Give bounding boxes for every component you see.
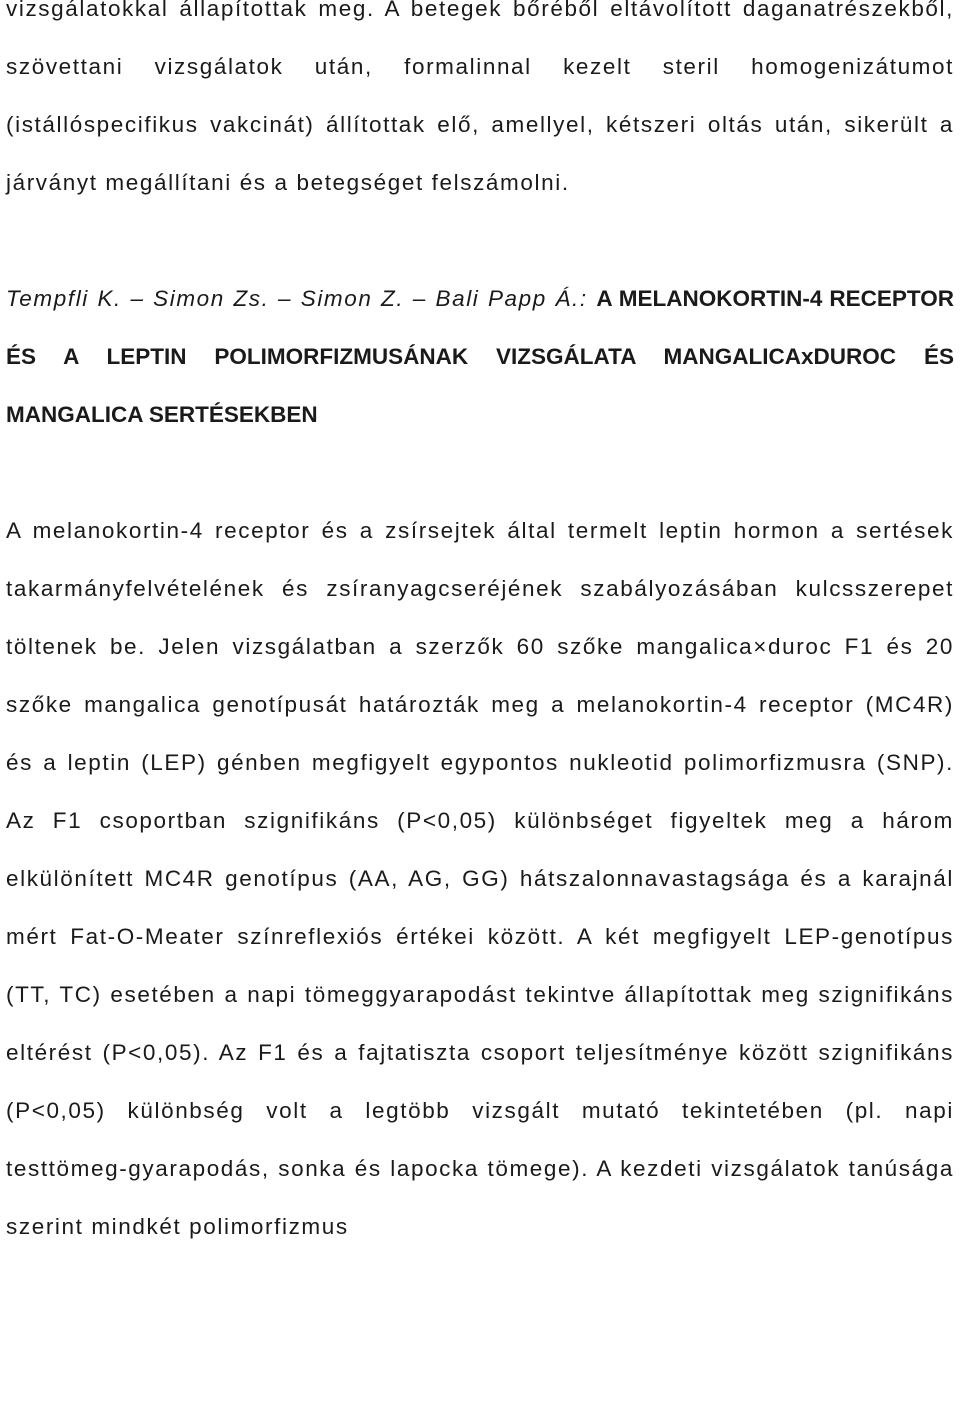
intro-paragraph: vizsgálatokkal állapítottak meg. A betegek bőréből eltávolított daganatrészekből, szövettani vizsgálatok után, formalinnal kezelt steril homogenizátumot (istállóspecifikus vakcinát) állítottak elő, amellyel, kétszeri oltás után, sikerült a járványt megállítani és a betegséget felszámolni.: [6, 0, 954, 195]
author-title-separator: :: [579, 286, 597, 311]
abstract-paragraph: A melanokortin-4 receptor és a zsírsejtek által termelt leptin hormon a sertések takarmányfelvételének és zsíranyagcseréjének szabályozásában kulcsszerepet töltenek be. Jelen vizsgálatban a szerzők 60 szőke mangalica×duroc F1 és 20 szőke mangalica genotípusát határozták meg a melanokortin-4 receptor (MC4R) és a leptin (LEP) génben megfigyelt egypontos nukleotid polimorfizmusra (SNP). Az F1 csoportban szignifikáns (P<0,05) különbséget figyeltek meg a három elkülönített MC4R genotípus (AA, AG, GG) hátszalonnavastagsága és a karajnál mért Fat-O-Meater színreflexiós értékei között. A két megfigyelt LEP-genotípus (TT, TC) esetében a napi tömeggyarapodást tekintve állapítottak meg szignifikáns eltérést (P<0,05). Az F1 és a fajtatiszta csoport teljesítménye között szignifikáns (P<0,05) különbség volt a legtöbb vizsgált mutató tekintetében (pl. napi testtömeg-gyarapodás, sonka és lapocka tömege). A kezdeti vizsgálatok tanúsága szerint mindkét polimorfizmus: [6, 518, 954, 1239]
spacer: [6, 212, 954, 270]
spacer: [6, 444, 954, 502]
document-page: [6, 0, 954, 1256]
article-title: A MELANOKORTIN-4 RECEPTOR ÉS A LEPTIN POLIMORFIZMUSÁNAK VIZSGÁLATA MANGALICAxDUROC ÉS MANGALICA SERTÉSEKBEN: [6, 286, 954, 427]
article-heading: [6, 270, 954, 444]
article-authors: Tempfli K. – Simon Zs. – Simon Z. – Bali Papp Á.: [6, 286, 580, 311]
